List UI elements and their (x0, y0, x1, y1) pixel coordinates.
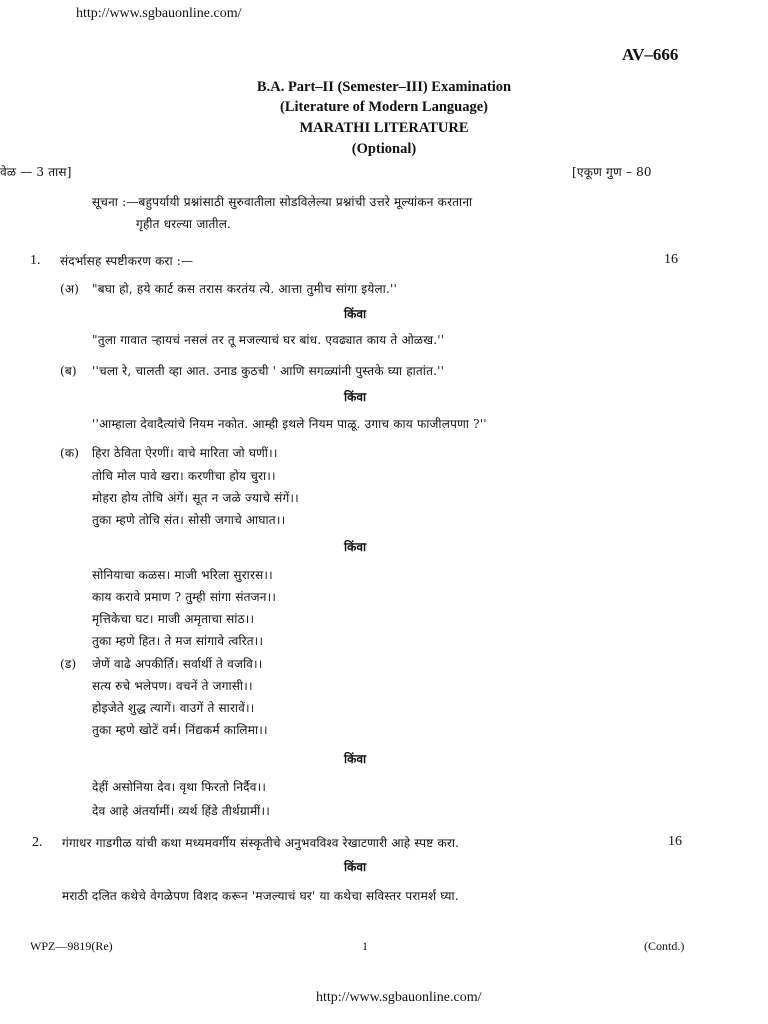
q1d-label: (ड) (60, 657, 77, 671)
q1d-line-2: सत्य रुचे भलेपण। वचनें ते जगासी।। (92, 679, 253, 693)
total-marks: [एकूण गुण – 80 (572, 165, 652, 179)
q1d-or: किंवा (344, 752, 367, 766)
q1a-or: किंवा (344, 307, 367, 321)
q1-text: संदर्भासह स्पष्टीकरण करा :— (60, 254, 194, 268)
q1c-label: (क) (60, 446, 80, 460)
top-url-link[interactable] (76, 6, 242, 22)
q1b-label: (ब) (60, 364, 77, 378)
q1c-or: किंवा (344, 540, 367, 554)
q1c-alt-line-2: काय करावे प्रमाण ? तुम्ही सांगा संतजन।। (92, 590, 277, 604)
q1c-line-4: तुका म्हणे तोचि संत। सोसी जगाचे आघात।। (92, 513, 286, 527)
q2-marks: 16 (668, 834, 682, 849)
q1c-alt-line-4: तुका म्हणे हित। ते मज सांगावे त्वरित।। (92, 634, 264, 648)
q1c-alt-line-1: सोनियाचा कळस। माजी भरिला सुरारस।। (92, 568, 273, 582)
q1b-or: किंवा (344, 390, 367, 404)
q1c-line-3: मोहरा होय तोचि अंगें। सूत न जळे ज्याचे संगें।। (92, 491, 299, 505)
top-url-text[interactable]: http://www.sgbauonline.com/ (76, 6, 242, 21)
exam-title: B.A. Part–II (Semester–III) Examination (256, 79, 512, 95)
instructions-line-1: सूचना :—बहुपर्यायी प्रश्नांसाठी सुरुवातीला सोडविलेल्या प्रश्नांची उत्तरे मूल्यांकन करताना (92, 195, 473, 209)
q1-number: 1. (30, 253, 41, 268)
q1c-alt-line-3: मृत्तिकेचा घट। माजी अमृताचा सांठ।। (92, 612, 255, 626)
q1b-text: ''चला रे, चालती व्हा आत. उनाड कुठची ' आणि सगळ्यांनी पुस्तके घ्या हातांत.'' (92, 364, 445, 378)
q2-text: गंगाधर गाडगीळ यांची कथा मध्यमवर्गीय संस्कृतीचे अनुभवविश्व रेखाटणारी आहे स्पष्ट करा. (62, 836, 460, 850)
contd-label: (Contd.) (644, 939, 685, 953)
q2-or: किंवा (344, 860, 367, 874)
page-number: 1 (362, 939, 368, 953)
q2-number: 2. (32, 835, 43, 850)
q1a-alt: "तुला गावात ऱ्हायचं नसलं तर तू मजल्याचं घर बांध. एवढ्यात काय ते ओळख.'' (92, 333, 445, 347)
bottom-url-text[interactable]: http://www.sgbauonline.com/ (316, 990, 482, 1005)
q1-marks: 16 (664, 252, 678, 267)
q1c-line-2: तोचि मोल पावे खरा। करणीचा होय चुरा।। (92, 469, 276, 483)
q1d-line-1: जेणें वाढे अपकीर्ति। सर्वार्थी ते वजवि।। (92, 657, 263, 671)
exam-subtitle: (Literature of Modern Language) (280, 99, 488, 115)
bottom-url-link[interactable] (316, 990, 482, 1006)
paper-code: AV–666 (622, 45, 679, 64)
q1b-alt: ''आम्हाला देवादैत्यांचे नियम नकोत. आम्ही इथले नियम पाळू. उगाच काय फाजीलपणा ?'' (92, 417, 487, 431)
q1d-alt-line-2: देव आहे अंतर्यामीं। व्यर्थ हिंडे तीर्थग्रामीं।। (92, 804, 270, 818)
q1d-line-3: होइजेते शुद्ध त्यागें। वाउगें ते सारावें।। (92, 701, 255, 715)
optional-label: (Optional) (351, 141, 417, 157)
subject-title: MARATHI LITERATURE (299, 120, 469, 136)
q1d-alt-line-1: देहीं असोनिया देव। वृथा फिरतो निर्दैव।। (92, 780, 267, 794)
q1a-label: (अ) (60, 282, 80, 296)
q2-alt: मराठी दलित कथेचे वेगळेपण विशद करून 'मजल्याचं घर' या कथेचा सविस्तर परामर्श घ्या. (62, 889, 459, 903)
q1d-line-4: तुका म्हणे खोटें वर्म। निंद्यकर्म कालिमा।। (92, 723, 268, 737)
footer-code: WPZ—9819(Re) (30, 939, 113, 953)
q1c-line-1: हिरा ठेविता ऐरणीं। वाचे मारिता जो घणीं।। (92, 446, 278, 460)
time-allowed: वेळ — 3 तास] (0, 165, 72, 179)
q1a-text: "बघा हो, हये कार्ट कस तरास करतंय त्ये. आत्ता तुमीच सांगा इयेला.'' (92, 282, 398, 296)
instructions-line-2: गृहीत धरल्या जातील. (136, 217, 232, 231)
